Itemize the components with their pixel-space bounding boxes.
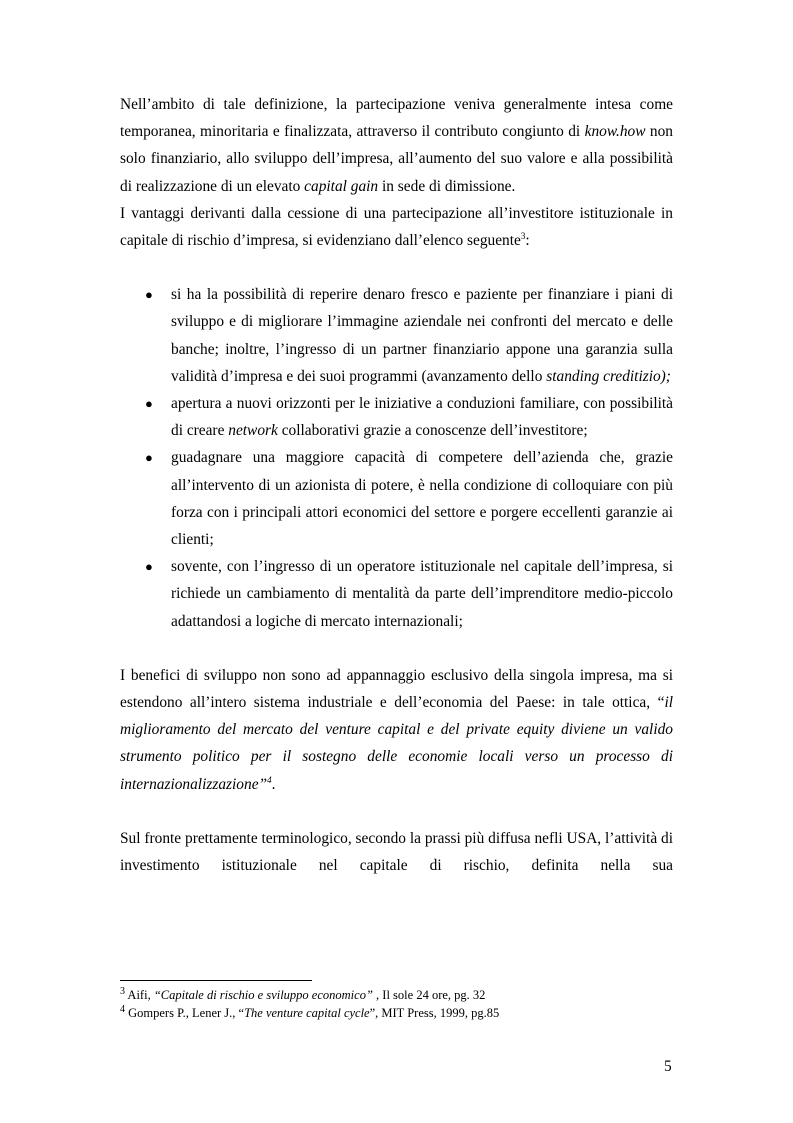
- footnote-4: $^4$ Gompers P., Lener J., “The venture capital cycle”, MIT Press, 1999, pg.85: [120, 1003, 500, 1020]
- list-item: ● sovente, con l’ingresso di un operatore istituzionale nel capitale dell’impresa, si richiede un cambiamento di mentalità da parte dell’imprenditore medio-piccolo adattandosi a logiche di mercato internazionali;: [120, 553, 673, 635]
- bullet-icon: ●: [145, 396, 153, 412]
- paragraph-terminology: Sul fronte prettamente terminologico, secondo la prassi più diffusa nefli USA, l’attività di investimento istituzionale nel capitale di rischio, definita nella sua: [120, 829, 673, 875]
- footnote-separator: [120, 980, 312, 981]
- bullet-icon: ●: [145, 559, 153, 575]
- list-item: ● apertura a nuovi orizzonti per le iniziative a conduzioni familiare, con possibilità di creare network collaborativi grazie a conoscenze dell’investitore;: [120, 390, 673, 444]
- paragraph-advantages-intro: I vantaggi derivanti dalla cessione di una partecipazione all’investitore istituzionale in capitale di rischio d’impresa, si evidenziano dall’elenco seguente$^3$:: [120, 204, 673, 250]
- bullet-icon: ●: [145, 450, 153, 466]
- advantages-list: [120, 281, 673, 635]
- page-number: 5: [664, 1058, 672, 1075]
- list-item: ● si ha la possibilità di reperire denaro fresco e paziente per finanziare i piani di sviluppo e di migliorare l’immagine aziendale nei confronti del mercato e delle banche; inoltre, l’ingresso di un partner finanziario appone una garanzia sulla validità d’impresa e dei suoi programmi (avanzamento dello standing creditizio);: [120, 281, 673, 390]
- bullet-icon: ●: [145, 287, 153, 303]
- footnote-3: $^3$ Aifi, “Capitale di rischio e sviluppo economico” , Il sole 24 ore, pg. 32: [120, 985, 486, 1002]
- footnote-ref-3: 3: [520, 230, 526, 241]
- list-item: ● guadagnare una maggiore capacità di competere dell’azienda che, grazie all’intervento di un azionista di potere, è nella condizione di colloquiare con più forza con i principali attori economici del settore e porgere eccellenti garanzie ai clienti;: [120, 444, 673, 553]
- footnotes: [120, 986, 673, 1022]
- footnote-ref-4: 4: [267, 774, 272, 785]
- paragraph-development-benefits: I benefici di sviluppo non sono ad appannaggio esclusivo della singola impresa, ma si estendono all’intero sistema industriale e dell’economia del Paese: in tale ottica, “il miglioramento del mercato del venture capital e del private equity diviene un valido strumento politico per il sostegno delle economie locali verso un processo di internazionalizzazione”$^4$.: [120, 666, 673, 793]
- document-body: [120, 91, 673, 879]
- paragraph-participation-definition: Nell’ambito di tale definizione, la partecipazione veniva generalmente intesa come temporanea, minoritaria e finalizzata, attraverso il contributo congiunto di know.how non solo finanziario, allo sviluppo dell’impresa, all’aumento del suo valore e alla possibilità di realizzazione di un elevato capital gain in sede di dimissione.: [120, 96, 673, 195]
